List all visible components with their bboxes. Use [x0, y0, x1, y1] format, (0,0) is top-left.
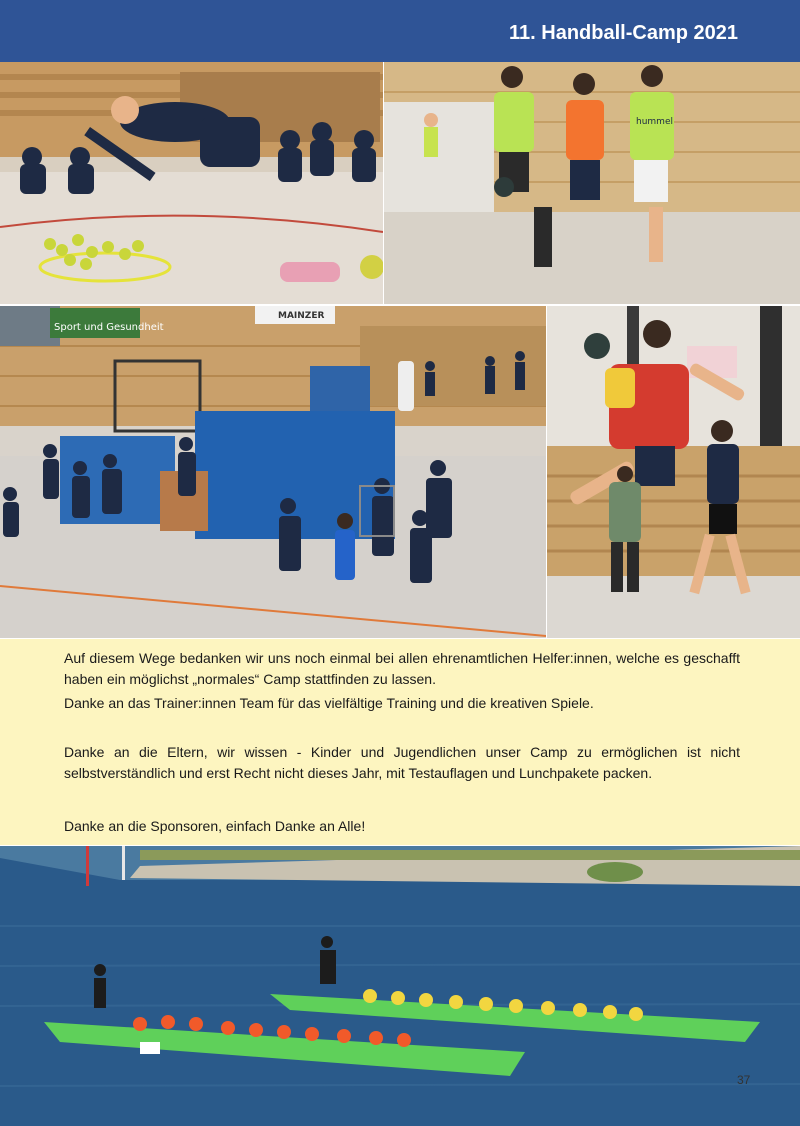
page-header [0, 0, 800, 62]
bib-text: hummel [636, 117, 673, 127]
photo-jump-shot [547, 306, 800, 638]
photo-icon [547, 306, 800, 638]
photo-icon [0, 306, 546, 638]
banner-right-text: MAINZER [278, 311, 325, 321]
photo-icon [0, 846, 800, 1126]
photo-dragon-boat [0, 846, 800, 1126]
photo-warmup-drill [0, 62, 383, 304]
photo-icon [384, 62, 800, 304]
photo-dribbling-drill [384, 62, 800, 304]
thank-you-text-block [0, 639, 800, 845]
page-title: 11. Handball-Camp 2021 [509, 22, 738, 44]
paragraph-trainers: Danke an das Trainer:innen Team für das vielfältige Training und die kreativen Spiele. [64, 695, 594, 711]
paragraph-parents: Danke an die Eltern, wir wissen - Kinder und Jugendlichen unser Camp zu ermöglichen ist nicht selbstverständlich und erst Recht nicht dieses Jahr, mit Testauflagen und Lunchpakete packen. [64, 744, 740, 781]
paragraph-sponsors: Danke an die Sponsoren, einfach Danke an Alle! [64, 818, 366, 834]
banner-left-text: Sport und Gesundheit [54, 322, 164, 333]
paragraph-helpers: Auf diesem Wege bedanken wir uns noch einmal bei allen ehrenamtlichen Helfer:innen, welche es geschafft haben ein möglichst „normales“ Camp stattfinden zu lassen. [64, 650, 740, 687]
photo-icon [0, 62, 383, 304]
page-number: 37 [737, 1073, 751, 1087]
photo-sports-hall [0, 306, 546, 638]
